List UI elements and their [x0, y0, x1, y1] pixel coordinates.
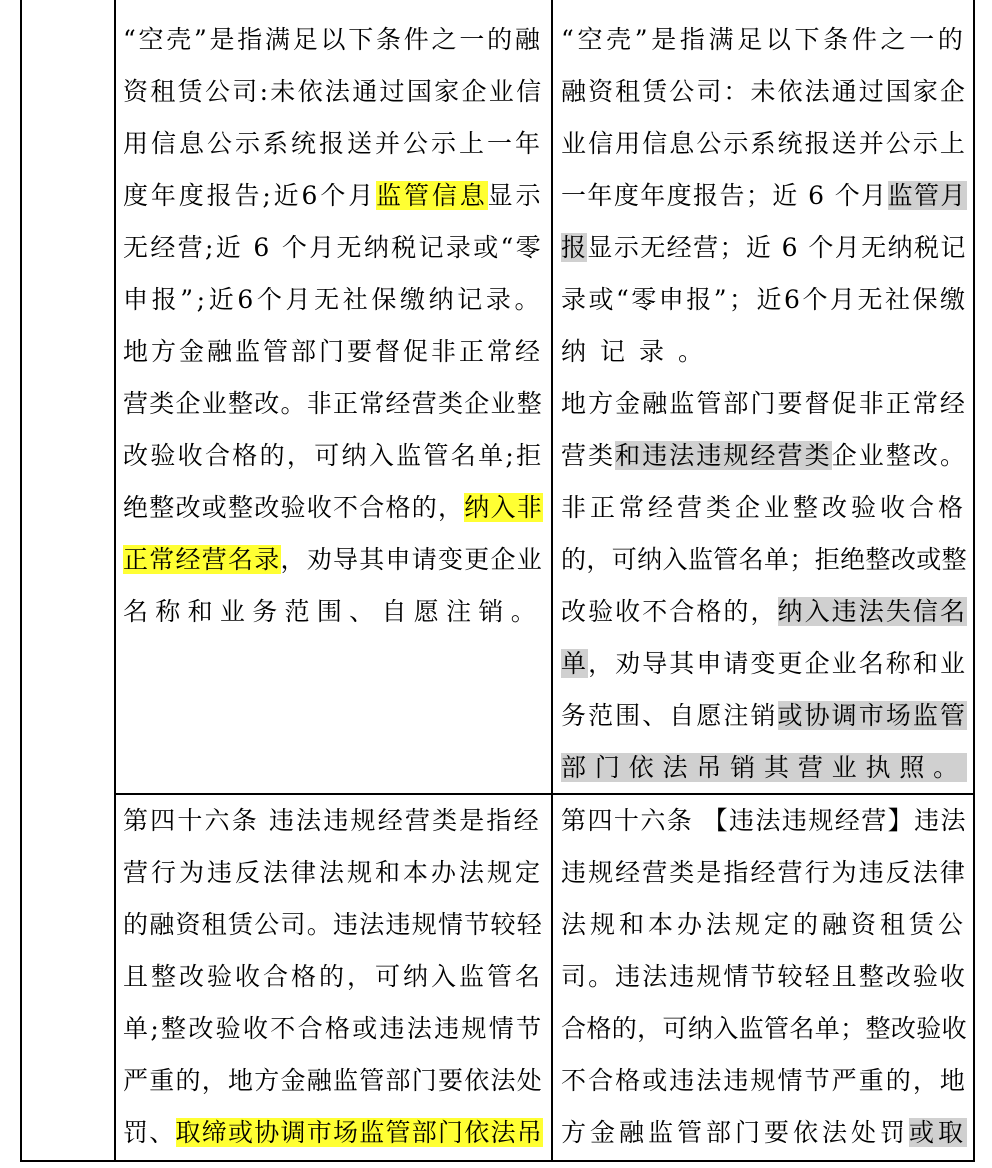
text-segment: 融资租赁公司：未依法通过国家企: [561, 77, 968, 106]
column-divider-2: [551, 0, 553, 1162]
highlighted-text: 或协调市场监管: [777, 701, 968, 730]
text-line: [561, 847, 967, 899]
text-segment: 营类: [561, 441, 616, 470]
text-segment: 地方金融监管部门要督促非正常经: [561, 389, 968, 418]
text-line: [123, 378, 543, 430]
text-segment: 方金融监管部门要依法处罚: [561, 1118, 910, 1147]
text-line: [561, 378, 967, 430]
text-segment: 法规和本办法规定的融资租赁公: [561, 910, 968, 939]
column-divider-1: [114, 0, 116, 1162]
table-border-left: [20, 0, 22, 1162]
highlighted-text: 取缔或协调市场监管部门依法吊: [175, 1118, 544, 1147]
text-segment: 录或“零申报”；近6个月无社保缴: [561, 285, 968, 314]
text-segment: 营类企业整改。非正常经营类企业整: [123, 389, 544, 418]
text-segment: 绝整改或整改验收不合格的，: [123, 493, 465, 522]
text-line: [123, 274, 543, 326]
text-segment: ，劝导其申请变更企业: [280, 545, 544, 574]
text-line: [123, 14, 543, 66]
highlighted-text: 正常经营名录: [123, 545, 281, 574]
highlighted-text: 监管月: [887, 181, 967, 210]
text-line: [123, 482, 543, 534]
text-line: [561, 274, 967, 326]
text-segment: 且整改验收合格的，可纳入监管名: [123, 962, 544, 991]
text-segment: 度年度报告;近6个月: [123, 181, 377, 210]
text-segment: 司。违法违规情节较轻且整改验收: [561, 962, 968, 991]
text-segment: 严重的，地方金融监管部门要依法处: [123, 1066, 544, 1095]
text-line: [123, 534, 543, 586]
text-segment: “空壳”是指满足以下条件之一的: [561, 25, 967, 54]
text-line: [561, 534, 967, 586]
text-segment: 的，可纳入监管名单；拒绝整改或整: [561, 545, 968, 574]
row-2-right-cell: [561, 795, 971, 1159]
text-line: [561, 1003, 967, 1055]
highlighted-text: 监管信息: [376, 181, 488, 210]
text-segment: “空壳”是指满足以下条件之一的融: [123, 25, 543, 54]
text-line: [561, 638, 967, 690]
row-1-right-cell: [561, 14, 971, 789]
text-segment: 的融资租赁公司。违法违规情节较轻: [123, 910, 544, 939]
highlighted-text: 报: [561, 233, 588, 262]
text-segment: 资租赁公司:未依法通过国家企业信: [123, 77, 544, 106]
text-segment: 用信息公示系统报送并公示上一年: [123, 129, 544, 158]
text-segment: 显示: [487, 181, 544, 210]
text-line: [561, 326, 717, 378]
text-segment: 企业整改。: [831, 441, 968, 470]
text-segment: 罚、: [123, 1118, 176, 1147]
text-line: [123, 795, 541, 847]
text-line: [561, 899, 967, 951]
text-line: [561, 170, 967, 222]
text-segment: 地方金融监管部门要督促非正常经: [123, 337, 544, 366]
text-segment: 违规经营类是指经营行为违反法律: [561, 858, 968, 887]
text-segment: 业信用信息公示系统报送并公示上: [561, 129, 968, 158]
text-line: [561, 1107, 967, 1159]
text-line: [561, 66, 967, 118]
text-line: [561, 586, 967, 638]
text-segment: 无经营;近 6 个月无纳税记录或“零: [123, 233, 544, 262]
text-line: [561, 1055, 967, 1107]
text-line: [561, 482, 967, 534]
text-line: [561, 14, 967, 66]
highlighted-text: 单: [561, 649, 589, 678]
text-line: [123, 1003, 543, 1055]
text-segment: 申报”;近6个月无社保缴纳记录。: [123, 285, 544, 314]
text-line: [123, 118, 543, 170]
text-segment: 显示无经营；近 6 个月无纳税记: [587, 233, 967, 262]
text-line: [123, 1107, 543, 1159]
text-line: [123, 222, 543, 274]
text-segment: 单;整改验收不合格或违法违规情节: [123, 1014, 544, 1043]
text-segment: 第四十六条 【违法违规经营】违法: [561, 806, 967, 835]
text-segment: 改验收不合格的，: [561, 597, 778, 626]
text-segment: 不合格或违法违规情节严重的，地: [561, 1066, 968, 1095]
text-line: [123, 586, 543, 638]
highlighted-text: 纳入违法失信名: [777, 597, 968, 626]
text-line: [123, 326, 543, 378]
text-line: [561, 690, 967, 742]
table-border-right: [973, 0, 975, 1162]
text-line: [561, 951, 967, 1003]
highlighted-text: 或取: [909, 1118, 968, 1147]
text-segment: 务范围、自愿注销: [561, 701, 778, 730]
text-line: [561, 118, 967, 170]
text-segment: 第四十六条 违法违规经营类是指经: [123, 806, 541, 835]
text-line: [561, 430, 967, 482]
highlighted-text: 纳入非: [464, 493, 544, 522]
table-border-bottom: [20, 1160, 975, 1162]
text-line: [561, 795, 967, 847]
row-2-left-cell: [123, 795, 547, 1159]
text-line: [123, 66, 543, 118]
text-line: [123, 170, 543, 222]
text-segment: 营行为违反法律法规和本办法规定: [123, 858, 544, 887]
text-segment: 非正常经营类企业整改验收合格: [561, 493, 968, 522]
text-segment: 一年度年度报告；近 6 个月: [561, 181, 888, 210]
text-line: [123, 430, 543, 482]
text-segment: ，劝导其申请变更企业名称和业: [588, 649, 968, 678]
text-line: [561, 222, 967, 274]
text-segment: 名称和业务范围、自愿注销。: [123, 597, 544, 626]
highlighted-text: 和违法违规经营类: [615, 441, 832, 470]
text-segment: 纳记录。: [561, 337, 718, 366]
text-line: [123, 1055, 543, 1107]
text-line: [561, 742, 967, 794]
highlighted-text: 部门依法吊销其营业执照。: [561, 753, 968, 782]
text-segment: 改验收合格的，可纳入监管名单;拒: [123, 441, 544, 470]
text-line: [123, 899, 543, 951]
text-segment: 合格的，可纳入监管名单；整改验收: [561, 1014, 968, 1043]
text-line: [123, 951, 543, 1003]
text-line: [123, 847, 543, 899]
row-1-left-cell: [123, 14, 547, 789]
